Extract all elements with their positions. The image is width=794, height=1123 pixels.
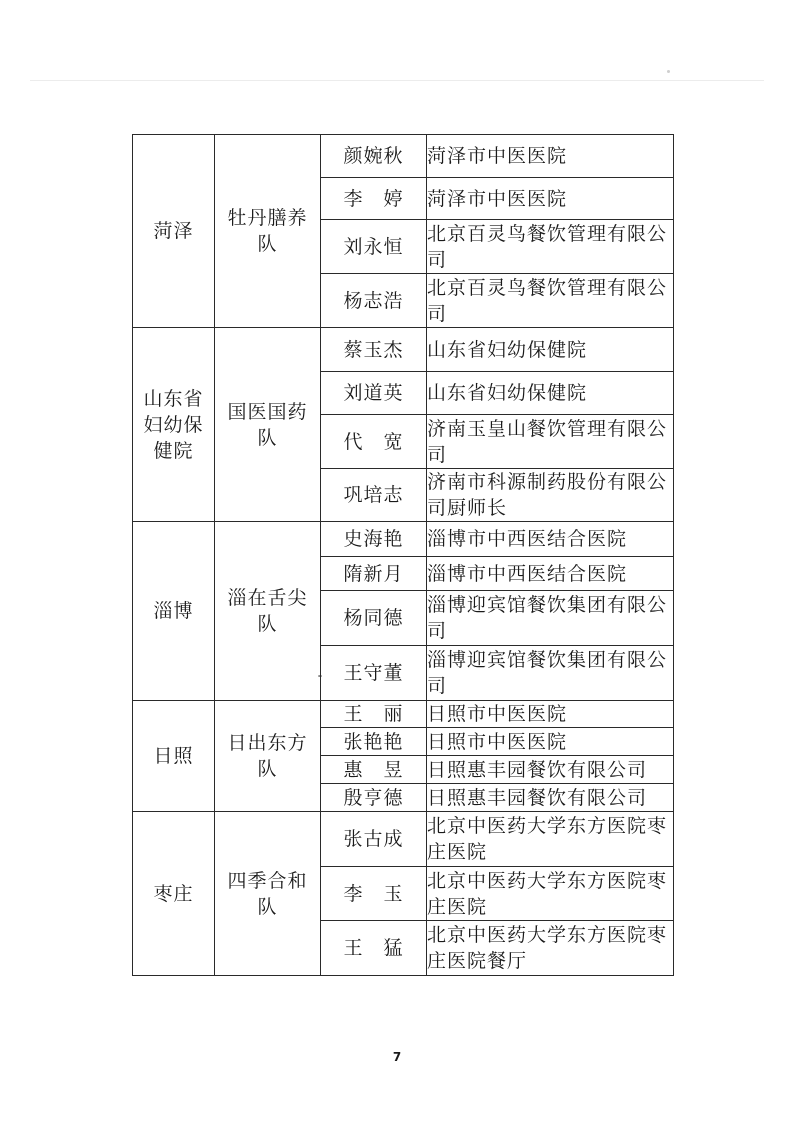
member-name: 颜婉秋 bbox=[321, 135, 427, 178]
member-name: 史海艳 bbox=[321, 522, 427, 557]
page-number: 7 bbox=[392, 1050, 402, 1064]
member-organization: 日照市中医医院 bbox=[427, 728, 674, 756]
team-name: 国医国药队 bbox=[227, 400, 308, 449]
member-organization: 济南玉皇山餐饮管理有限公司 bbox=[427, 415, 674, 469]
region-city: 山东省妇幼保健院 bbox=[143, 387, 204, 462]
table-row bbox=[133, 522, 674, 557]
team-name-cell bbox=[215, 328, 321, 522]
region-city: 淄博 bbox=[153, 600, 194, 622]
member-organization: 北京百灵鸟餐饮管理有限公司 bbox=[427, 274, 674, 328]
member-organization: 山东省妇幼保健院 bbox=[427, 372, 674, 415]
team-name-cell bbox=[215, 135, 321, 328]
member-organization: 菏泽市中医医院 bbox=[427, 178, 674, 220]
member-organization: 北京百灵鸟餐饮管理有限公司 bbox=[427, 220, 674, 274]
member-name: 王 猛 bbox=[321, 921, 427, 976]
member-name: 隋新月 bbox=[321, 557, 427, 591]
member-name: 巩培志 bbox=[321, 469, 427, 522]
member-organization: 北京中医药大学东方医院枣庄医院 bbox=[427, 812, 674, 867]
member-organization: 济南市科源制药股份有限公司厨师长 bbox=[427, 469, 674, 522]
member-name: 杨志浩 bbox=[321, 274, 427, 328]
region-city-cell bbox=[133, 328, 215, 522]
region-city: 菏泽 bbox=[153, 220, 194, 242]
member-name: 杨同德 bbox=[321, 591, 427, 646]
scan-speck bbox=[667, 70, 670, 73]
member-name: 李 婷 bbox=[321, 178, 427, 220]
region-city-cell bbox=[133, 522, 215, 701]
member-organization: 菏泽市中医医院 bbox=[427, 135, 674, 178]
team-name: 淄在舌尖队 bbox=[227, 587, 308, 635]
table-row bbox=[133, 328, 674, 372]
table-row bbox=[133, 701, 674, 728]
member-organization: 淄博市中西医结合医院 bbox=[427, 522, 674, 557]
member-name: 王守董 bbox=[321, 646, 427, 701]
team-name: 四季合和队 bbox=[227, 869, 308, 918]
member-organization: 日照惠丰园餐饮有限公司 bbox=[427, 784, 674, 812]
member-organization: 日照惠丰园餐饮有限公司 bbox=[427, 756, 674, 784]
member-organization: 淄博迎宾馆餐饮集团有限公司 bbox=[427, 646, 674, 701]
team-roster-table bbox=[132, 134, 674, 976]
member-name: 代 宽 bbox=[321, 415, 427, 469]
member-name: 张艳艳 bbox=[321, 728, 427, 756]
region-city: 日照 bbox=[153, 745, 194, 767]
member-name: 蔡玉杰 bbox=[321, 328, 427, 372]
team-name: 日出东方队 bbox=[227, 732, 308, 780]
member-name: 刘道英 bbox=[321, 372, 427, 415]
member-name: 张古成 bbox=[321, 812, 427, 867]
member-organization: 北京中医药大学东方医院枣庄医院 bbox=[427, 867, 674, 921]
team-name-cell bbox=[215, 701, 321, 812]
member-name: 王 丽 bbox=[321, 701, 427, 728]
member-organization: 山东省妇幼保健院 bbox=[427, 328, 674, 372]
member-name: 殷亨德 bbox=[321, 784, 427, 812]
team-name-cell bbox=[215, 522, 321, 701]
member-organization: 淄博市中西医结合医院 bbox=[427, 557, 674, 591]
member-name: 刘永恒 bbox=[321, 220, 427, 274]
team-name-cell bbox=[215, 812, 321, 976]
member-organization: 北京中医药大学东方医院枣庄医院餐厅 bbox=[427, 921, 674, 976]
member-organization: 淄博迎宾馆餐饮集团有限公司 bbox=[427, 591, 674, 646]
region-city-cell bbox=[133, 812, 215, 976]
table-row bbox=[133, 812, 674, 867]
region-city: 枣庄 bbox=[153, 882, 194, 905]
member-name: 惠 昱 bbox=[321, 756, 427, 784]
scan-top-rule bbox=[30, 80, 764, 81]
region-city-cell bbox=[133, 135, 215, 328]
region-city-cell bbox=[133, 701, 215, 812]
member-organization: 日照市中医医院 bbox=[427, 701, 674, 728]
team-name: 牡丹膳养队 bbox=[227, 207, 308, 255]
table-row bbox=[133, 135, 674, 178]
member-name: 李 玉 bbox=[321, 867, 427, 921]
